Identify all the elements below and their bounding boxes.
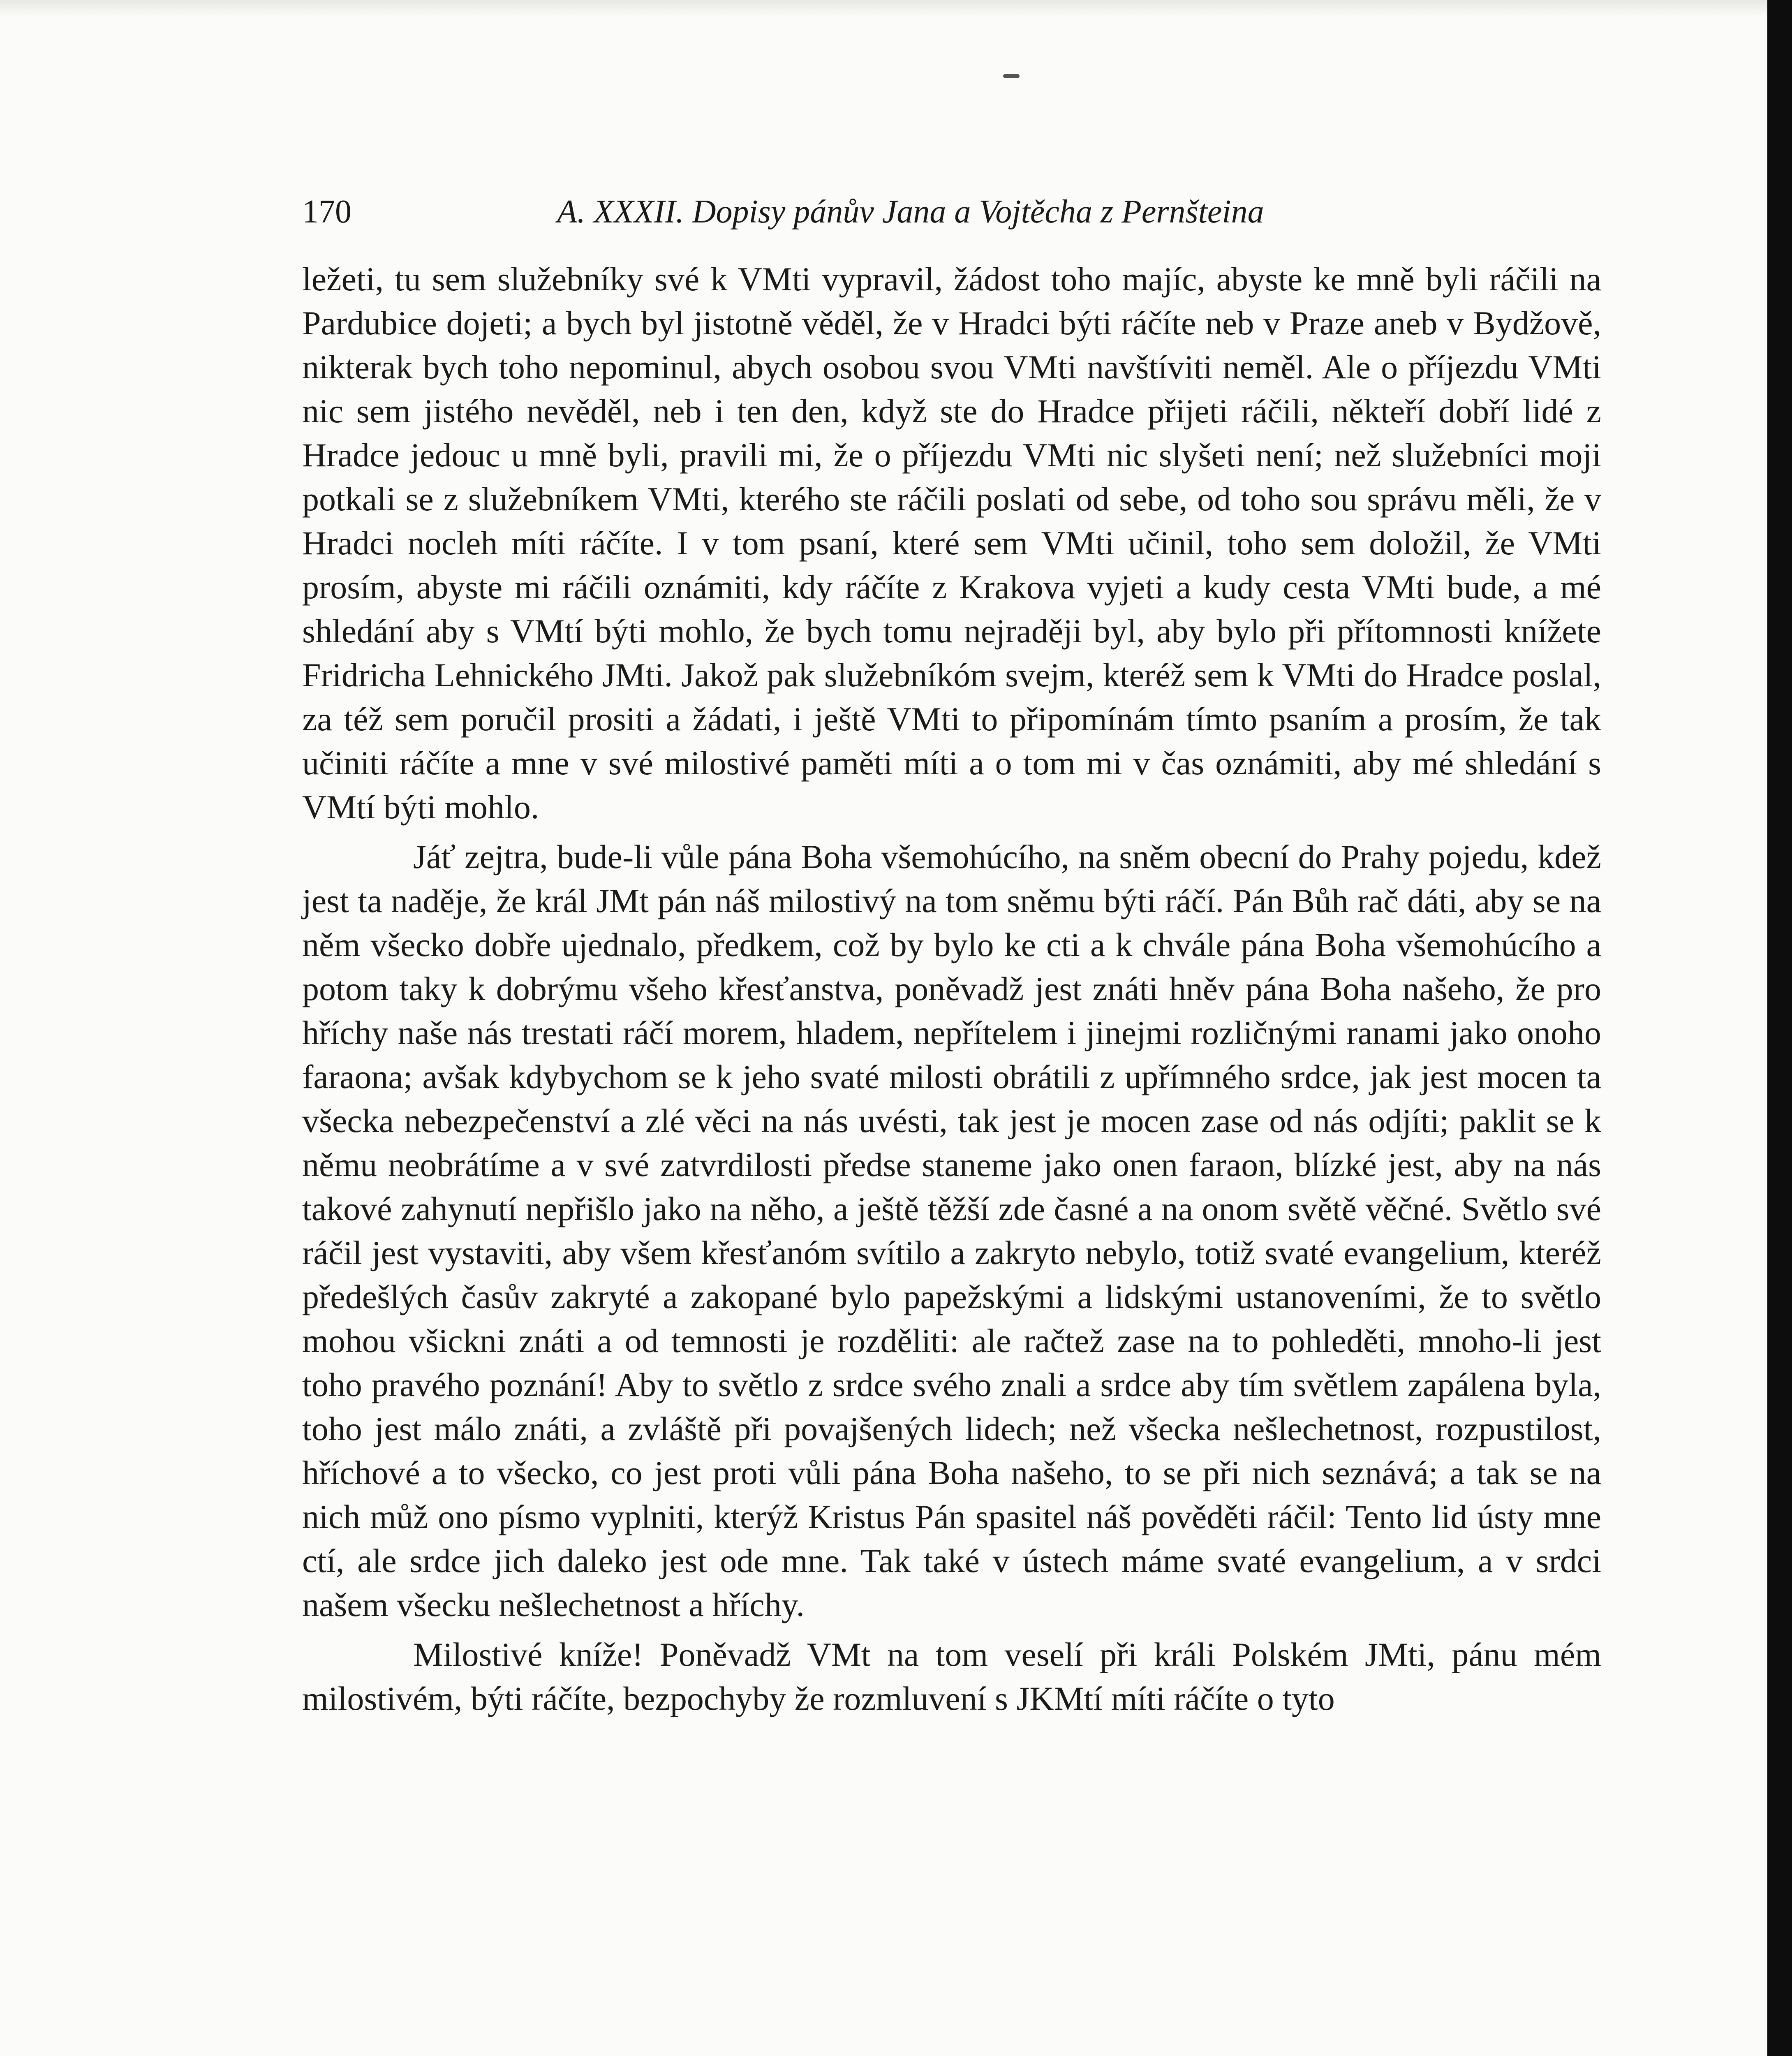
paragraph: Jáť zejtra, bude-li vůle pána Boha všemohúcího, na sněm obecní do Prahy pojedu, kdež jest ta naděje, že král JMt pán náš milostivý na tom sněmu býti ráčí. Pán Bůh rač dáti, aby se na něm všecko dobře ujednalo, předkem, což by bylo ke cti a k chvále pána Boha všemohúcího a potom taky k dobrýmu všeho křesťanstva, poněvadž jest znáti hněv pána Boha našeho, že pro hříchy naše nás trestati ráčí morem, hladem, nepřítelem i jinejmi rozličnými ranami jako onoho faraona; avšak kdybychom se k jeho svaté milosti obrátili z upřímného srdce, jak jest mocen ta všecka nebezpečenství a zlé věci na nás uvésti, tak jest je mocen zase od nás odjíti; paklit se k němu neobrátíme a v své zatvrdilosti předse staneme jako onen faraon, blízké jest, aby na nás takové zahynutí nepřišlo jako na něho, a ještě těžší zde časné a na onom světě věčné. Světlo své ráčil jest vystaviti, aby všem křesťanóm svítilo a zakryto nebylo, totiž svaté evangelium, kteréž předešlých časův zakryté a zakopané bylo papežskými a lidskými ustanoveními, že to světlo mohou všickni znáti a od temnosti je rozděliti: ale račtež zase na to pohleděti, mnoho-li jest toho pravého poznání! Aby to světlo z srdce svého znali a srdce aby tím světlem zapálena byla, toho jest málo znáti, a zvláště při povajšených lidech; než všecka nešlechetnost, rozpustilost, hříchové a to všecko, co jest proti vůli pána Boha našeho, to se při nich seznává; a tak se na nich můž ono písmo vyplniti, kterýž Kristus Pán spasitel náš pověděti ráčil: Tento lid ústy mne ctí, ale srdce jich daleko jest ode mne. Tak také v ústech máme svaté evangelium, a v srdci našem všecku nešlechetnost a hříchy. — [302, 838, 1601, 1623]
body-text — [302, 257, 1601, 1720]
scan-speck — [1003, 74, 1020, 78]
scan-edge-top — [0, 0, 1792, 16]
paragraph: Milostivé kníže! Poněvadž VMt na tom veselí při králi Polském JMti, pánu mém milostivém, býti ráčíte, bezpochyby že rozmluvení s JKMtí míti ráčíte o tyto — [302, 1636, 1601, 1717]
scan-edge-right — [1767, 0, 1792, 2056]
running-title: A. XXXII. Dopisy pánův Jana a Vojtěcha z Pernšteina — [557, 194, 1264, 230]
page-number: 170 — [302, 194, 351, 230]
page-header — [302, 183, 1342, 241]
paragraph: ležeti, tu sem služebníky své k VMti vypravil, žádost toho majíc, abyste ke mně byli ráčili na Pardubice dojeti; a bych byl jistotně věděl, že v Hradci býti ráčíte neb v Praze aneb v Bydžově, nikterak bych toho nepominul, abych osobou svou VMti navštíviti neměl. Ale o příjezdu VMti nic sem jistého nevěděl, neb i ten den, když ste do Hradce přijeti ráčili, někteří dobří lidé z Hradce jedouc u mně byli, pravili mi, že o příjezdu VMti nic slyšeti není; než služebníci moji potkali se z služebníkem VMti, kterého ste ráčili poslati od sebe, od toho sou správu měli, že v Hradci nocleh míti ráčíte. I v tom psaní, které sem VMti učinil, toho sem doložil, že VMti prosím, abyste mi ráčili oznámiti, kdy ráčíte z Krakova vyjeti a kudy cesta VMti bude, a mé shledání aby s VMtí býti mohlo, že bych tomu nejraději byl, aby bylo při přítomnosti knížete Fridricha Lehnického JMti. Jakož pak služebníkóm svejm, kteréž sem k VMti do Hradce poslal, za též sem poručil prositi a žádati, i ještě VMti to připomínám tímto psaním a prosím, že tak učiniti ráčíte a mne v své milostivé paměti míti a o tom mi v čas oznámiti, aby mé shledání s VMtí býti mohlo. — [302, 260, 1601, 826]
